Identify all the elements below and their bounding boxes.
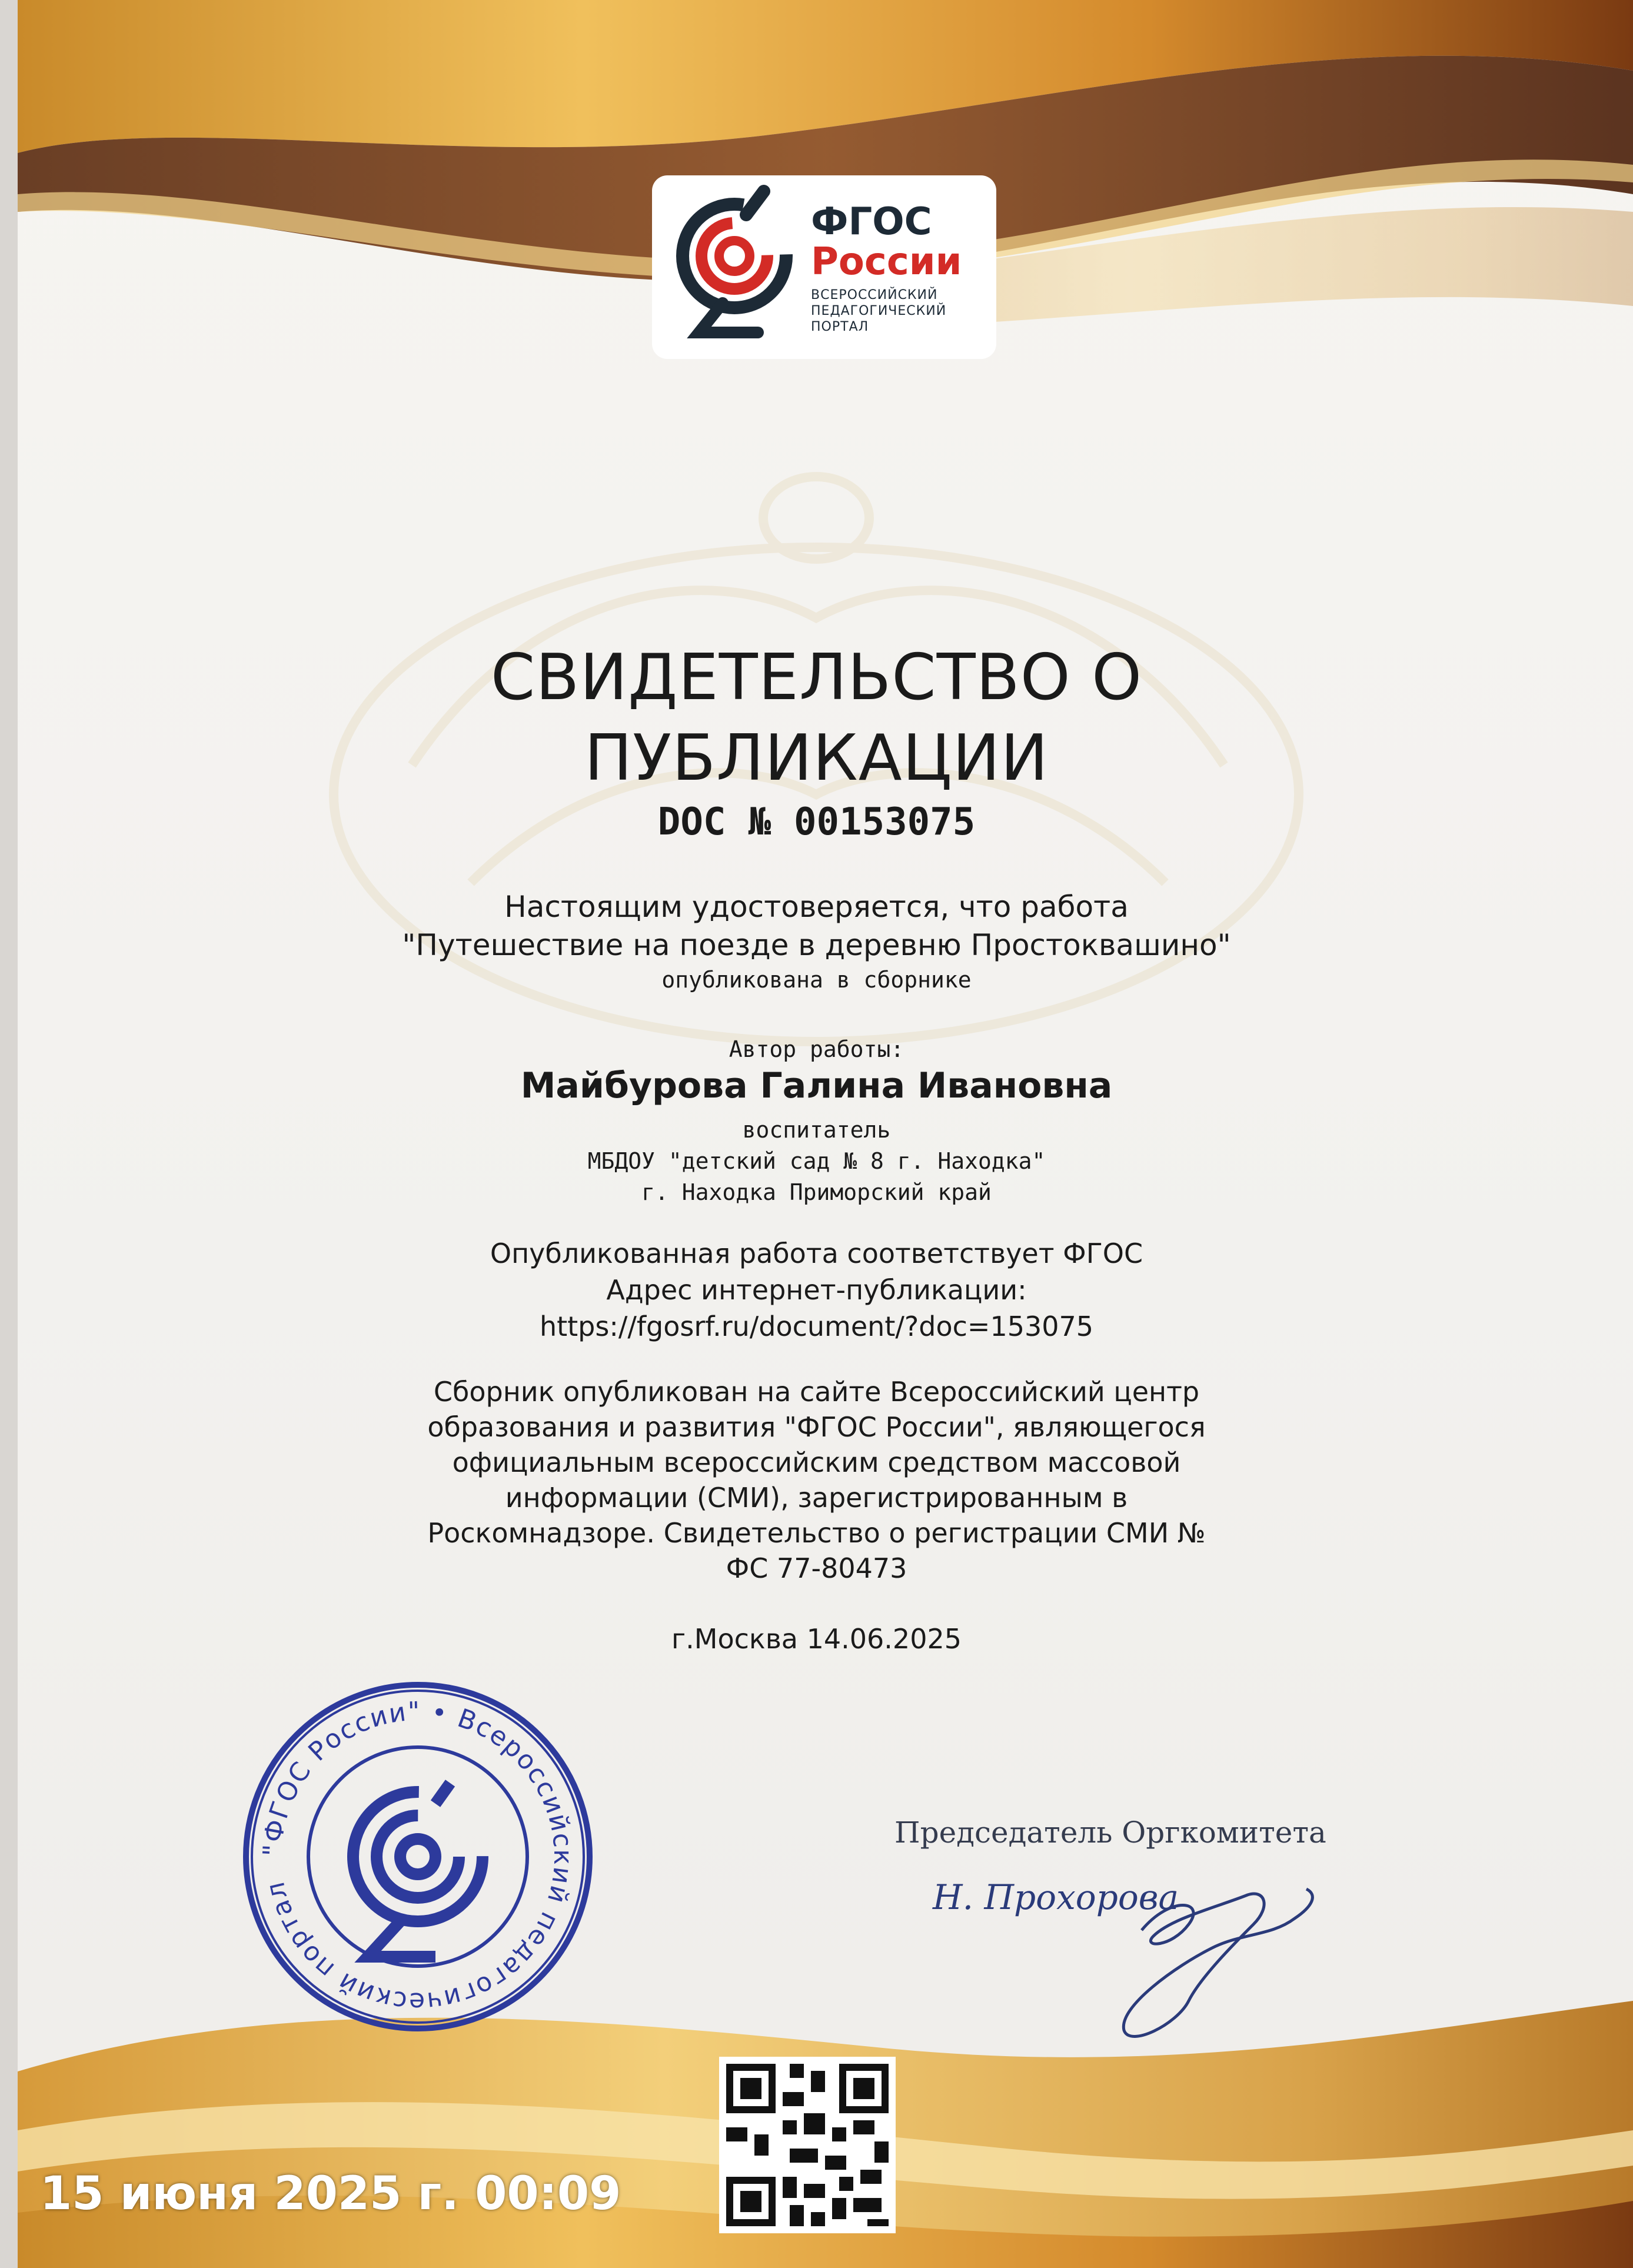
- collection-line: Роскомнадзоре. Свидетельство о регистрации СМИ №: [427, 1517, 1206, 1549]
- author-institution: МБДОУ "детский сад № 8 г. Находка": [587, 1148, 1046, 1174]
- collection-line: официальным всероссийским средством массовой: [452, 1446, 1181, 1478]
- publication-url: https://fgosrf.ru/document/?doc=153075: [539, 1311, 1094, 1342]
- collection-line: информации (СМИ), зарегистрированным в: [505, 1482, 1128, 1514]
- logo-subtitle-line3: ПОРТАЛ: [811, 320, 869, 334]
- author-label: Автор работы:: [729, 1036, 904, 1062]
- svg-text:"ФГОС России" • Всероссийский: [258, 1697, 578, 2017]
- logo-brand-line2: России: [811, 240, 962, 284]
- author-location: г. Находка Приморский край: [641, 1179, 992, 1205]
- fgos-compliance: Опубликованная работа соответствует ФГОС: [490, 1238, 1143, 1269]
- collection-line: ФС 77-80473: [726, 1552, 907, 1584]
- signature-name: Н. Прохорова: [933, 1877, 1179, 1917]
- photo-timestamp: 15 июня 2025 г. 00:09: [40, 2167, 621, 2220]
- qr-code: [719, 2057, 896, 2233]
- certificate-title-line2: ПУБЛИКАЦИИ: [584, 721, 1049, 795]
- logo-subtitle-line1: ВСЕРОССИЙСКИЙ: [811, 288, 938, 302]
- certify-text: Настоящим удостоверяется, что работа: [504, 890, 1129, 924]
- collection-line: Сборник опубликован на сайте Всероссийский центр: [433, 1376, 1200, 1408]
- handwritten-signature: [1118, 1860, 1330, 2054]
- stamp-ring-text: "ФГОС России" • Всероссийский педагогический портал: [257, 1696, 578, 2017]
- stamp-seal: [241, 1680, 594, 2033]
- logo-subtitle-line2: ПЕДАГОГИЧЕСКИЙ: [811, 304, 947, 318]
- collection-line: образования и развития "ФГОС России", являющегося: [427, 1411, 1206, 1443]
- logo-brand-line1: ФГОС: [811, 200, 932, 244]
- doc-number: DOC № 00153075: [657, 800, 976, 844]
- signature-title: Председатель Оргкомитета: [894, 1815, 1326, 1850]
- published-in: опубликована в сборнике: [661, 967, 972, 993]
- address-label: Адрес интернет-публикации:: [606, 1274, 1027, 1306]
- work-title: "Путешествие на поезде в деревню Простоквашино": [402, 928, 1231, 962]
- qr-code-icon: [719, 2057, 896, 2233]
- author-name: Майбурова Галина Ивановна: [520, 1065, 1113, 1106]
- place-date: г.Москва 14.06.2025: [671, 1623, 962, 1655]
- fgos-logo-icon: [676, 179, 805, 356]
- author-position: воспитатель: [742, 1117, 891, 1143]
- certificate-title-line1: СВИДЕТЕЛЬСТВО О: [490, 641, 1143, 714]
